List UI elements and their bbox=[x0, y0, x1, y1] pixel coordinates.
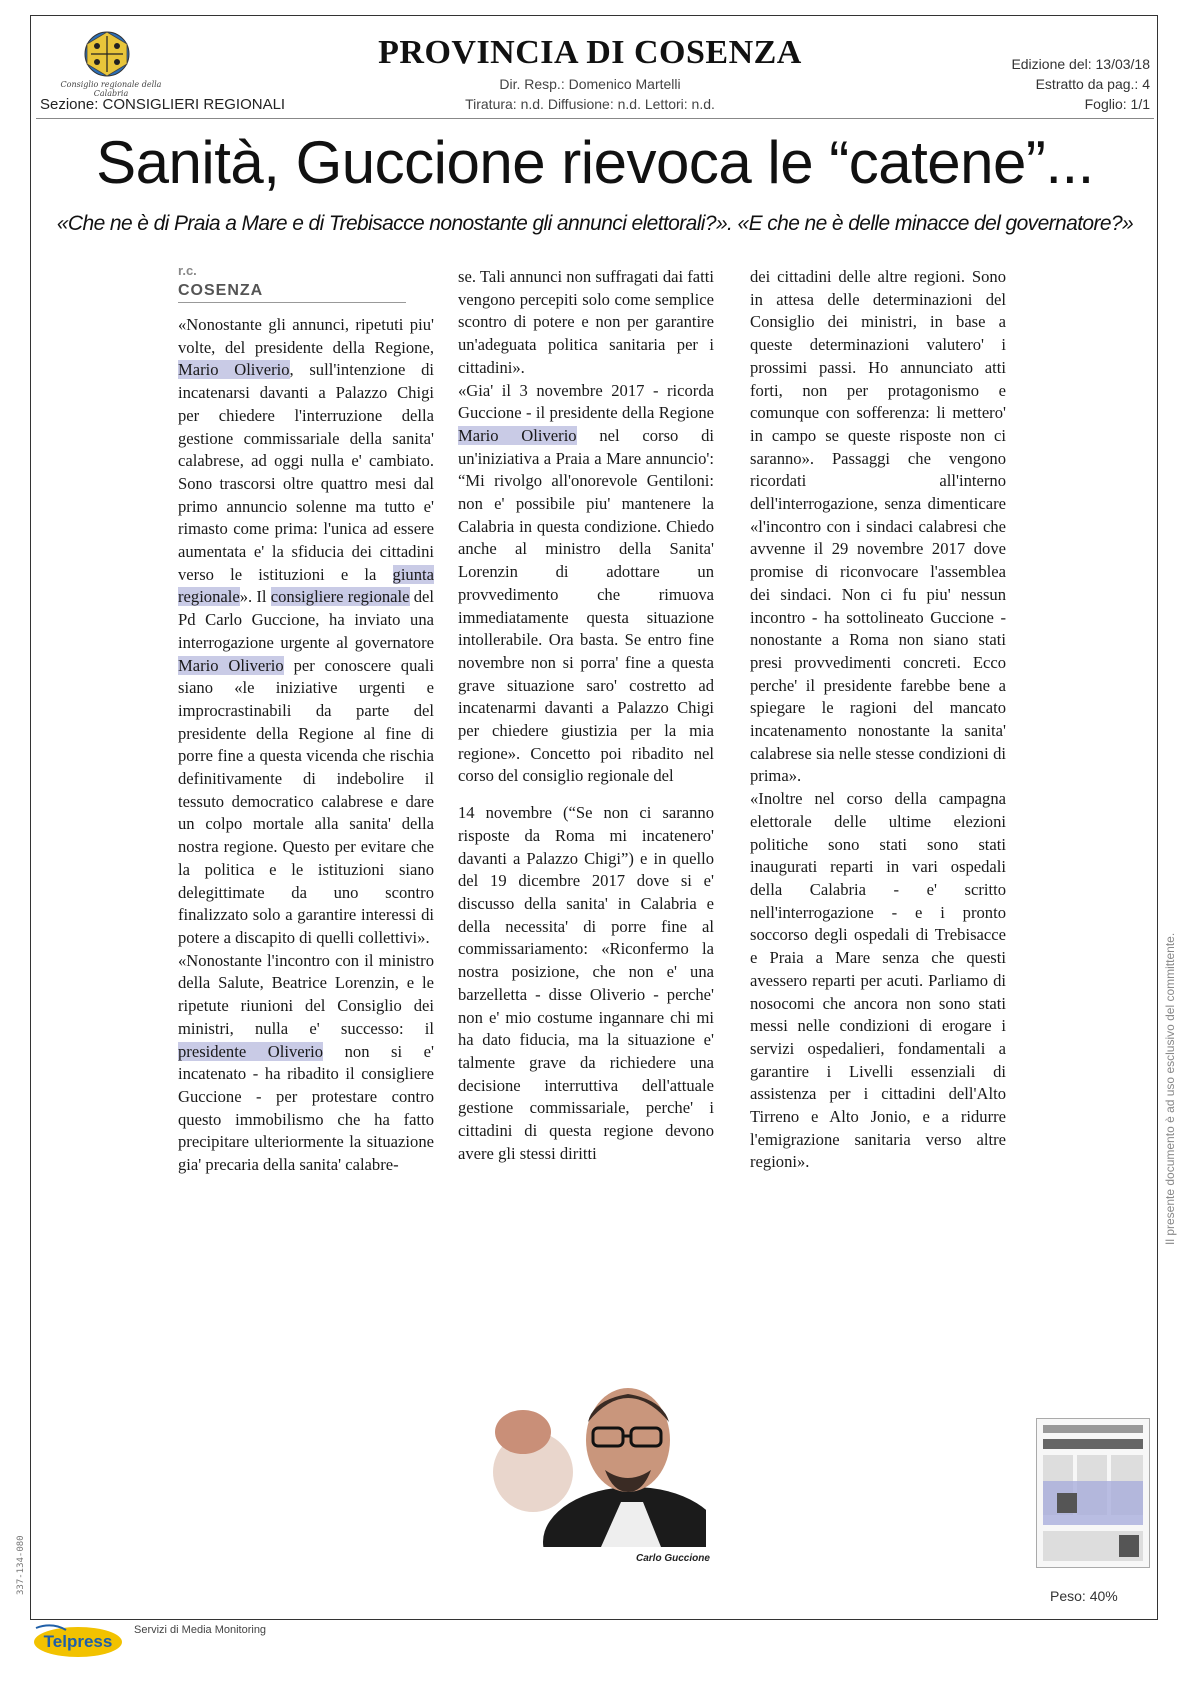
column-2-paragraph-1: se. Tali annunci non suffragati dai fatti vengono percepiti solo come semplice scontro di potere e non per garantire un'adeguata politica sanitaria per i cittadini». bbox=[458, 267, 714, 377]
telpress-logo bbox=[32, 1620, 124, 1660]
publication-title: PROVINCIA DI COSENZA bbox=[378, 34, 802, 71]
byline-divider bbox=[178, 302, 406, 303]
sheet-number: Foglio: 1/1 bbox=[1084, 96, 1150, 112]
article-byline: r.c. bbox=[178, 263, 197, 278]
telpress-tagline: Servizi di Media Monitoring bbox=[134, 1624, 267, 1636]
highlighted-name: presidente Oliverio bbox=[178, 1041, 324, 1061]
column-2-paragraph-3: 14 novembre (“Se non ci saranno risposte da Roma mi incatenero' davanti a Palazzo Chigi”) e in quello del 19 dicembre 2017 dove si e' discusso della sanita' in Calabria e della necessita' di porre fine al commissariamento: «Riconfermo la nostra posizione, che non e' una barzelletta - disse Oliverio - perche' non e' mio costume ingannare chi mi ha dato fiducia, ma la situazione e' talmente grave da richiedere una decisione interruttiva dell'attuale gestione commissariale, perche' i cittadini di questa regione devono avere gli stessi diritti bbox=[458, 803, 714, 1163]
highlighted-name: Mario Oliverio bbox=[178, 655, 284, 675]
column-2-paragraph-2: «Gia' il 3 novembre 2017 - ricorda Guccione - il presidente della Regione Mario Oliverio nel corso di un'iniziativa a Praia a Mare annuncio': “Mi rivolgo all'onorevole Gentiloni: non e' possibile piu' mantenere la Calabria in questa condizione. Chiedo anche al ministro della Sanita' Lorenzin di adottare un provvedimento che rimuova immediatamente questa situazione intollerabile. Ora basta. Se entro fine novembre non si porra' fine a questa grave situazione saro' costretto ad incatenarmi davanti a Palazzo Chigi per chiedere giustizia per la mia regione». Concetto poi ribadito nel corso del consiglio regionale del bbox=[458, 380, 714, 786]
page-thumbnail bbox=[1036, 1418, 1150, 1568]
column-3-paragraph-2: «Inoltre nel corso della campagna elettorale delle ultime elezioni politiche sono stati sono stati inaugurati reparti in vari ospedali della Calabria - e' scritto nell'interrogazione - e i pronto soccorso degli ospedali di Trebisacce e Praia a Mare senza che questi avessero reparti per acuti. Parliamo di nosocomi che ancora non sono stati messi nelle condizioni di erogare i servizi ospedalieri, fondamentali a garantire i Livelli essenziali di assistenza per i cittadini dell'Alto Tirreno e Alto Jonio, e a ridurre l'emigrazione sanitaria verso altre regioni». bbox=[750, 789, 1006, 1172]
logo-caption: Consiglio regionale della Calabria bbox=[60, 80, 162, 98]
photo-caption: Carlo Guccione bbox=[636, 1553, 710, 1564]
article-column-1 bbox=[178, 314, 434, 1177]
column-3-paragraph-1: dei cittadini delle altre regioni. Sono in attesa delle determinazioni del Consiglio dei ministri, in base a queste determinazioni valutero' i prossimi passi. Ho annunciato atti forti, non per protagonismo e comunque con sofferenza: li mettero' in campo se queste risposte non ci saranno». Passaggi che vengono ricordati all'interno dell'interrogazione, senza dimenticare «l'incontro con i sindaci calabresi che avvenne il 29 novembre 2017 dove promise di riconvocare l'assemblea dei sindaci. Non ci fu piu' nessun incontro - ha sottolineato Guccione - nonostante a Roma non siano stati presi provvedimenti concreti. Ecco perche' il presidente farebbe bene a spiegare le ragioni del mancato incatenamento nonostante la sanita' calabrese sia nelle stesse condizioni di prima». bbox=[750, 267, 1006, 786]
highlighted-term: giunta regionale bbox=[178, 564, 434, 607]
header-divider bbox=[36, 118, 1154, 119]
highlighted-term: consigliere regionale bbox=[270, 587, 410, 607]
article-place: COSENZA bbox=[178, 282, 264, 299]
section-label: Sezione: CONSIGLIERI REGIONALI bbox=[40, 96, 286, 113]
edition-date: Edizione del: 13/03/18 bbox=[1011, 56, 1150, 72]
article-subhead: «Che ne è di Praia a Mare e di Trebisacce nonostante gli annunci elettorali?». «E che ne è delle minacce del governatore?» bbox=[56, 212, 1134, 235]
article-column-2 bbox=[458, 266, 714, 1165]
extract-page: Estratto da pag.: 4 bbox=[1035, 76, 1150, 92]
svg-text:Telpress: Telpress bbox=[43, 1632, 113, 1651]
column-1-paragraph-2: «Nonostante l'incontro con il ministro della Salute, Beatrice Lorenzin, e le ripetute riunioni del Consiglio dei ministri, nulla e' successo: il presidente Oliverio non si e' incatenato - ha ribadito il consigliere Guccione - per protestare contro questo immobilismo che ha fatto precipitare ulteriormente la situazione gia' precaria della sanita' calabre- bbox=[178, 950, 435, 1175]
highlighted-name: Mario Oliverio bbox=[178, 360, 290, 380]
article-headline: Sanità, Guccione rievoca le “catene”... bbox=[96, 129, 1094, 196]
publication-circulation: Tiratura: n.d. Diffusione: n.d. Lettori: n.d. bbox=[465, 96, 715, 112]
column-1-paragraph-1: «Nonostante gli annunci, ripetuti piu' volte, del presidente della Regione, Mario Oliverio, sull'intenzione di incatenarsi davanti a Palazzo Chigi per chiedere l'interruzione della gestione commissariale della sanita' calabrese, ad oggi nulla e' cambiato. Sono trascorsi oltre quattro mesi dal primo annuncio solenne ma tutto e' rimasto come prima: l'unica ad essere aumentata e' la sfiducia dei cittadini verso le istituzioni e la giunta regionale». Il consigliere regionale del Pd Carlo Guccione, ha inviato una interrogazione urgente al governatore Mario Oliverio per conoscere quali siano «le iniziative urgenti e improcrastinabili da parte del presidente della Regione al fine di porre fine a questa vicenda che rischia definitivamente di indebolire il tessuto democratico calabrese e dare un colpo mortale alla sanita' della nostra regione. Questo per evitare che la politica e le istituzioni siano delegittimate da uno scontro finalizzato solo a garantire interessi di potere a discapito di quelli collettivi». bbox=[178, 315, 434, 947]
article-column-3 bbox=[750, 266, 1006, 1174]
weight-label: Peso: 40% bbox=[1050, 1588, 1118, 1604]
publication-director: Dir. Resp.: Domenico Martelli bbox=[499, 76, 681, 92]
highlighted-name: Mario Oliverio bbox=[458, 425, 577, 445]
carlo-guccione-photo bbox=[493, 1352, 706, 1547]
